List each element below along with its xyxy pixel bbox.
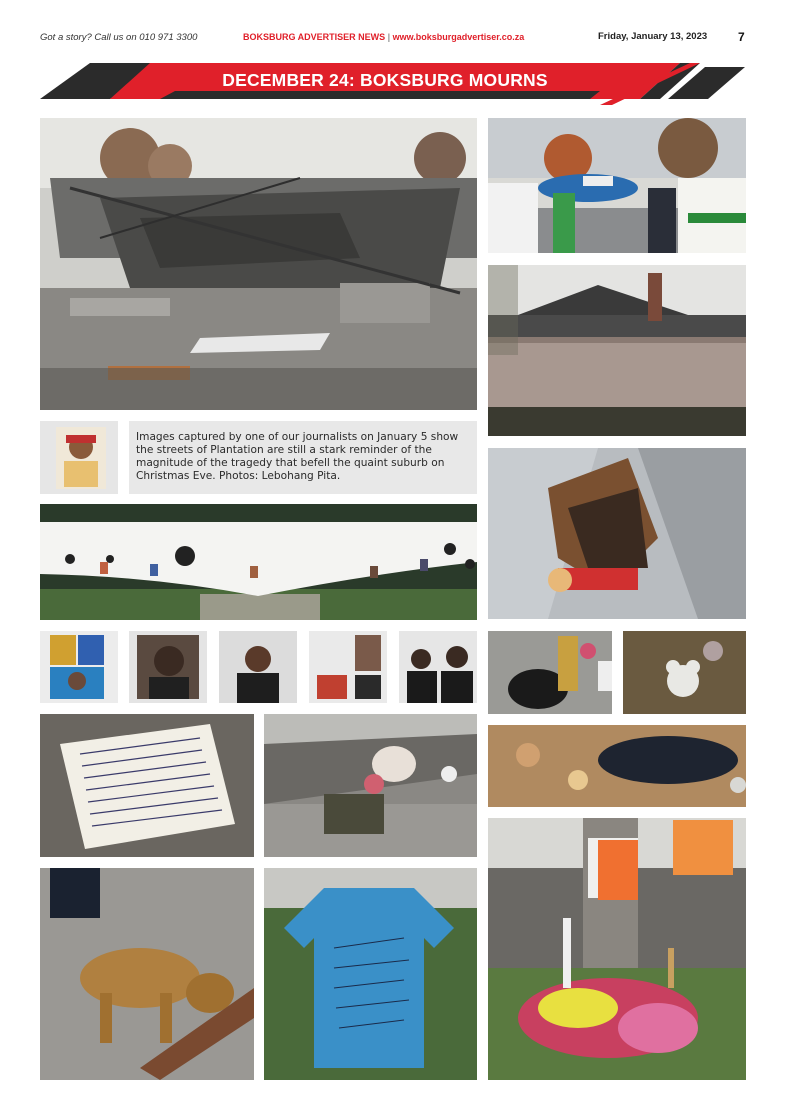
helicopter-photo <box>488 118 746 253</box>
handwritten-note-photo <box>40 714 254 857</box>
caption-text: Images captured by one of our journalists on January 5 show the streets of Plantation are still a stark reminder of the magnitude of the tragedy that befell the quaint suburb on Christmas Eve. Photos: Lebohang Pita. <box>136 431 459 482</box>
header-date: Friday, January 13, 2023 <box>598 31 708 42</box>
ruins-photo <box>40 118 477 410</box>
framed-portrait-photo <box>40 421 118 494</box>
sniffer-dog-photo <box>40 868 254 1080</box>
header-tagline: Got a story? Call us on 010 971 3300 <box>40 32 198 43</box>
header-separator: | <box>387 32 391 42</box>
burned-house-photo <box>488 265 746 436</box>
victim-portrait-photo-2 <box>129 631 207 703</box>
publication-name: BOKSBURG ADVERTISER NEWS <box>243 32 386 42</box>
tree-memorial-photo <box>488 818 746 1080</box>
page-headline: DECEMBER 24: BOKSBURG MOURNS <box>222 69 548 90</box>
flowers-bag-photo <box>488 631 612 714</box>
burned-debris-photo <box>488 448 746 619</box>
messages-blue-shirt-photo <box>264 868 477 1080</box>
burned-shoe-photo <box>488 725 746 807</box>
header-publication <box>243 32 524 42</box>
victim-collage-photo <box>40 631 118 703</box>
website-link[interactable]: www.boksburgadvertiser.co.za <box>392 32 525 42</box>
memorial-cloth-photo <box>40 504 477 620</box>
roadside-memorial-photo <box>264 714 477 857</box>
victim-portrait-photo-5 <box>399 631 477 703</box>
teddy-bear-photo <box>623 631 746 714</box>
victim-portrait-photo-4 <box>309 631 387 703</box>
victim-portrait-photo-3 <box>219 631 297 703</box>
photo-caption <box>129 421 477 494</box>
page-number: 7 <box>738 30 745 44</box>
